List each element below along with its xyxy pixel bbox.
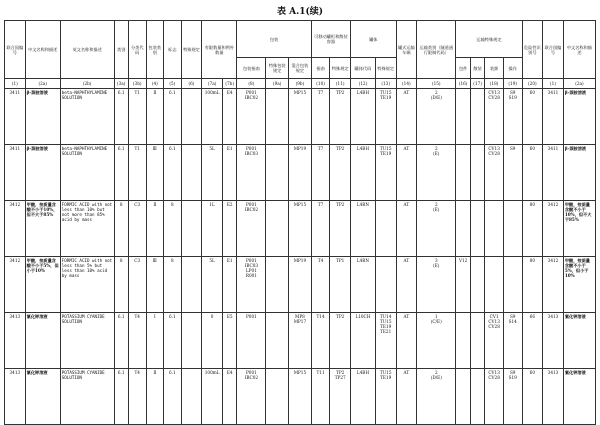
cell-s17	[470, 145, 484, 201]
cell-eq: E2	[222, 201, 236, 257]
column-number: (19)	[503, 79, 522, 89]
column-number: (11)	[330, 79, 351, 89]
cell-tps: TP2 TP27	[330, 369, 351, 425]
cell-hid: 60	[522, 145, 543, 201]
cell-tcat: 2 (D/E)	[417, 369, 456, 425]
dangerous-goods-table	[4, 20, 596, 425]
header-pt-special: 特殊规定	[330, 58, 351, 79]
cell-spp	[266, 313, 289, 369]
column-number: (3b)	[128, 79, 146, 89]
column-number: (8)	[237, 79, 266, 89]
cell-s17	[470, 89, 484, 145]
header-packing-group: 包装类别	[146, 21, 164, 79]
cell-cn2: β-萘胺溶液	[563, 89, 595, 145]
cell-s18: CV13 CV28	[485, 369, 504, 425]
cell-cn: β-萘胺溶液	[25, 89, 60, 145]
cell-un: 3413	[5, 369, 26, 425]
header-transport-cat: 运输类别（隧道通行限制代码）	[417, 21, 456, 79]
cell-lq: 100mL	[202, 369, 223, 425]
column-number: (14)	[396, 79, 417, 89]
cell-pi: P001 IBC02	[237, 369, 266, 425]
cell-en: POTASSIUM CYANIDE SOLUTION	[60, 313, 114, 369]
cell-un: 3413	[5, 313, 26, 369]
header-vehicle: 罐式运输车辆	[396, 21, 417, 79]
column-number: (9a)	[266, 79, 289, 89]
cell-tc: L10CH	[351, 313, 376, 369]
column-number: (6)	[181, 79, 202, 89]
cell-hid: 60	[522, 89, 543, 145]
cell-un: 3412	[5, 201, 26, 257]
column-number: (1)	[5, 79, 26, 89]
cell-un2: 3413	[543, 313, 564, 369]
column-number-row	[5, 79, 596, 89]
cell-spp	[266, 257, 289, 313]
cell-lq: 100mL	[202, 89, 223, 145]
header-limited-excepted: 有限数量和例外数量	[202, 21, 237, 79]
table-row	[5, 201, 596, 257]
cell-tp: T7	[311, 145, 330, 201]
cell-s19: S9 S19	[503, 369, 522, 425]
column-number: (12)	[351, 79, 376, 89]
cell-spp	[266, 89, 289, 145]
cell-s18	[485, 201, 504, 257]
cell-tc: L4BH	[351, 369, 376, 425]
cell-pg: Ⅱ	[146, 369, 164, 425]
cell-tps: TP2	[330, 145, 351, 201]
cell-s16	[456, 201, 470, 257]
cell-sp	[181, 257, 202, 313]
header-labels: 标志	[164, 21, 182, 79]
table-row	[5, 89, 596, 145]
header-class-code: 分类代码	[128, 21, 146, 79]
cell-eq: E4	[222, 89, 236, 145]
cell-s17	[470, 257, 484, 313]
column-number: (16)	[456, 79, 470, 89]
cell-tc: L4BH	[351, 89, 376, 145]
header-package: 包件	[456, 58, 470, 79]
column-number: (3a)	[114, 79, 128, 89]
header-special-transport: 运输特殊规定	[456, 21, 522, 58]
cell-tcat: 1 (C/E)	[417, 313, 456, 369]
cell-pi: P001 IBC02	[237, 201, 266, 257]
header-hazard-id: 危险性识别号	[522, 21, 543, 79]
cell-lq: 0	[202, 313, 223, 369]
cell-cn2: 甲酸，按质量含酸不小于5%，但小于10%	[563, 257, 595, 313]
header-bulk: 散装	[470, 58, 484, 79]
column-number: (13)	[375, 79, 396, 89]
cell-s19	[503, 257, 522, 313]
cell-en: beta-NAPHTHYLAMINE SOLUTION	[60, 145, 114, 201]
cell-label: 6.1	[164, 89, 182, 145]
cell-tps: TP2	[330, 89, 351, 145]
cell-s16	[456, 145, 470, 201]
cell-veh: AT	[396, 201, 417, 257]
cell-pg: Ⅲ	[146, 145, 164, 201]
cell-tc: L4BN	[351, 257, 376, 313]
cell-en: POTASSIUM CYANIDE SOLUTION	[60, 369, 114, 425]
cell-pg: Ⅰ	[146, 313, 164, 369]
cell-pi: P001	[237, 313, 266, 369]
cell-cn: 甲酸，按质量含酸不小于10%，但不大于85%	[25, 201, 60, 257]
table-row	[5, 257, 596, 313]
cell-s18	[485, 257, 504, 313]
cell-pg: Ⅱ	[146, 89, 164, 145]
cell-hid: 80	[522, 257, 543, 313]
cell-cn2: β-萘胺溶液	[563, 145, 595, 201]
column-number: (18)	[485, 79, 504, 89]
cell-code: T4	[128, 369, 146, 425]
cell-mp: MP19	[289, 145, 312, 201]
cell-s19	[503, 201, 522, 257]
cell-sp	[181, 145, 202, 201]
column-number: (4)	[146, 79, 164, 89]
table-row	[5, 313, 596, 369]
cell-un2: 3412	[543, 257, 564, 313]
cell-hid: 66	[522, 313, 543, 369]
cell-tp: T4	[311, 257, 330, 313]
cell-s19: S9	[503, 145, 522, 201]
table-title: 表 A.1(续)	[276, 7, 324, 17]
cell-label: 6.1	[164, 369, 182, 425]
cell-tc: L4BH	[351, 145, 376, 201]
header-class: 类别	[114, 21, 128, 79]
header-mixed-packing: 混合包装规定	[289, 58, 312, 79]
cell-cn: 氰化钾溶液	[25, 369, 60, 425]
cell-s17	[470, 313, 484, 369]
header-tank-code: 罐体代码	[351, 58, 376, 79]
column-number: (15)	[417, 79, 456, 89]
cell-lq: 5L	[202, 145, 223, 201]
column-number: (1)	[543, 79, 564, 89]
cell-s16	[456, 369, 470, 425]
cell-code: C3	[128, 201, 146, 257]
table-row	[5, 145, 596, 201]
cell-cn: β-萘胺溶液	[25, 145, 60, 201]
column-number: (17)	[470, 79, 484, 89]
cell-spp	[266, 201, 289, 257]
cell-eq: E4	[222, 369, 236, 425]
header-cn-name: 中文名称和描述	[25, 21, 60, 79]
column-number: (2b)	[60, 79, 114, 89]
header-portable-tank: 可移动罐柜和散装容器	[311, 21, 350, 58]
cell-spp	[266, 145, 289, 201]
cell-cn: 甲酸，按质量含酸不小于5%，但小于10%	[25, 257, 60, 313]
cell-un: 3411	[5, 89, 26, 145]
cell-cn2: 氰化钾溶液	[563, 313, 595, 369]
cell-eq: E5	[222, 313, 236, 369]
cell-un2: 3411	[543, 89, 564, 145]
cell-en: beta-NAPHTHYLAMINE SOLUTION	[60, 89, 114, 145]
cell-cn2: 氰化钾溶液	[563, 369, 595, 425]
cell-code: C3	[128, 257, 146, 313]
cell-label: 8	[164, 201, 182, 257]
cell-s18: CV1 CV13 CV28	[485, 313, 504, 369]
cell-s16	[456, 313, 470, 369]
cell-cls: 6.1	[114, 369, 128, 425]
cell-pi: P001 IBC02	[237, 89, 266, 145]
header-en-name: 英文名称和描述	[60, 21, 114, 79]
cell-ts: TU14 TU15 TE19 TE21	[375, 313, 396, 369]
cell-veh: AT	[396, 369, 417, 425]
cell-cls: 6.1	[114, 89, 128, 145]
cell-cn: 氰化钾溶液	[25, 313, 60, 369]
cell-eq: E1	[222, 257, 236, 313]
column-number: (10)	[311, 79, 330, 89]
header-tank: 罐体	[351, 21, 396, 58]
table-row	[5, 369, 596, 425]
cell-ts: TU15 TE19	[375, 369, 396, 425]
header-packing-instr: 包装指南	[237, 58, 266, 79]
cell-s17	[470, 369, 484, 425]
cell-cn2: 甲酸，按质量含酸不小于10%，但不大于85%	[563, 201, 595, 257]
cell-cls: 8	[114, 257, 128, 313]
cell-mp: MP15	[289, 89, 312, 145]
header-special-packing: 特殊包装规定	[266, 58, 289, 79]
cell-ts: TU15 TE19	[375, 89, 396, 145]
cell-mp: MP15	[289, 369, 312, 425]
cell-tp: T7	[311, 201, 330, 257]
column-number: (7a)	[202, 79, 223, 89]
cell-s19: S9 S14	[503, 313, 522, 369]
header-un-no-2: 联合国编号	[543, 21, 564, 79]
cell-tps: TP1	[330, 257, 351, 313]
column-number: (2a)	[25, 79, 60, 89]
cell-code: T1	[128, 145, 146, 201]
cell-eq: E1	[222, 145, 236, 201]
cell-cls: 6.1	[114, 313, 128, 369]
cell-un2: 3412	[543, 201, 564, 257]
cell-tp: T11	[311, 369, 330, 425]
header-tank-special: 特殊规定	[375, 58, 396, 79]
cell-veh: AT	[396, 89, 417, 145]
cell-un2: 3411	[543, 145, 564, 201]
cell-lq: 5L	[202, 257, 223, 313]
cell-s18: CV13 CV28	[485, 145, 504, 201]
cell-s16: V12	[456, 257, 470, 313]
cell-sp	[181, 201, 202, 257]
cell-pi: P001 IBC03 LP01 R001	[237, 257, 266, 313]
cell-tc: L4BN	[351, 201, 376, 257]
cell-veh: AT	[396, 257, 417, 313]
cell-lq: 1L	[202, 201, 223, 257]
cell-label: 6.1	[164, 313, 182, 369]
cell-tps: TP2	[330, 201, 351, 257]
column-number: (7b)	[222, 79, 236, 89]
cell-sp	[181, 89, 202, 145]
header-un-no: 联合国编号	[5, 21, 26, 79]
cell-hid: 60	[522, 369, 543, 425]
cell-un2: 3413	[543, 369, 564, 425]
header-special-provisions: 特殊规定	[181, 21, 202, 79]
cell-mp: MP15	[289, 201, 312, 257]
column-number: (9b)	[289, 79, 312, 89]
cell-sp	[181, 313, 202, 369]
cell-un: 3411	[5, 145, 26, 201]
cell-code: T1	[128, 89, 146, 145]
cell-ts: TU15 TE19	[375, 145, 396, 201]
cell-tcat: 3 (E)	[417, 257, 456, 313]
header-packaging: 包装	[237, 21, 311, 58]
cell-tcat: 2 (D/E)	[417, 89, 456, 145]
cell-ts	[375, 257, 396, 313]
cell-code: T4	[128, 313, 146, 369]
cell-en: FORMIC ACID with not less than 5% but less than 10% acid by mass	[60, 257, 114, 313]
cell-s18: CV13 CV28	[485, 89, 504, 145]
column-number: (2a)	[563, 79, 595, 89]
cell-s17	[470, 201, 484, 257]
cell-veh: AT	[396, 313, 417, 369]
header-operation: 操作	[503, 58, 522, 79]
cell-label: 8	[164, 257, 182, 313]
header-pt-instr: 指南	[311, 58, 330, 79]
cell-pi: P001 IBC03	[237, 145, 266, 201]
cell-s19: S9 S19	[503, 89, 522, 145]
header-loading: 装卸	[485, 58, 504, 79]
cell-mp: MP8 MP17	[289, 313, 312, 369]
header-cn-name-2: 中文名称和描述	[563, 21, 595, 79]
cell-mp: MP19	[289, 257, 312, 313]
cell-tps: TP2	[330, 313, 351, 369]
cell-pg: Ⅲ	[146, 257, 164, 313]
cell-s16	[456, 89, 470, 145]
cell-un: 3412	[5, 257, 26, 313]
cell-cls: 6.1	[114, 145, 128, 201]
cell-cls: 8	[114, 201, 128, 257]
cell-tcat: 2 (E)	[417, 145, 456, 201]
cell-tp: T14	[311, 313, 330, 369]
cell-tp: T7	[311, 89, 330, 145]
cell-spp	[266, 369, 289, 425]
column-number: (5)	[164, 79, 182, 89]
cell-ts	[375, 201, 396, 257]
cell-label: 6.1	[164, 145, 182, 201]
cell-pg: Ⅱ	[146, 201, 164, 257]
cell-veh: AT	[396, 145, 417, 201]
column-number: (20)	[522, 79, 543, 89]
cell-en: FORMIC ACID with not less than 10% but not more than 85% acid by mass	[60, 201, 114, 257]
cell-tcat: 2 (E)	[417, 201, 456, 257]
cell-hid: 80	[522, 201, 543, 257]
cell-sp	[181, 369, 202, 425]
